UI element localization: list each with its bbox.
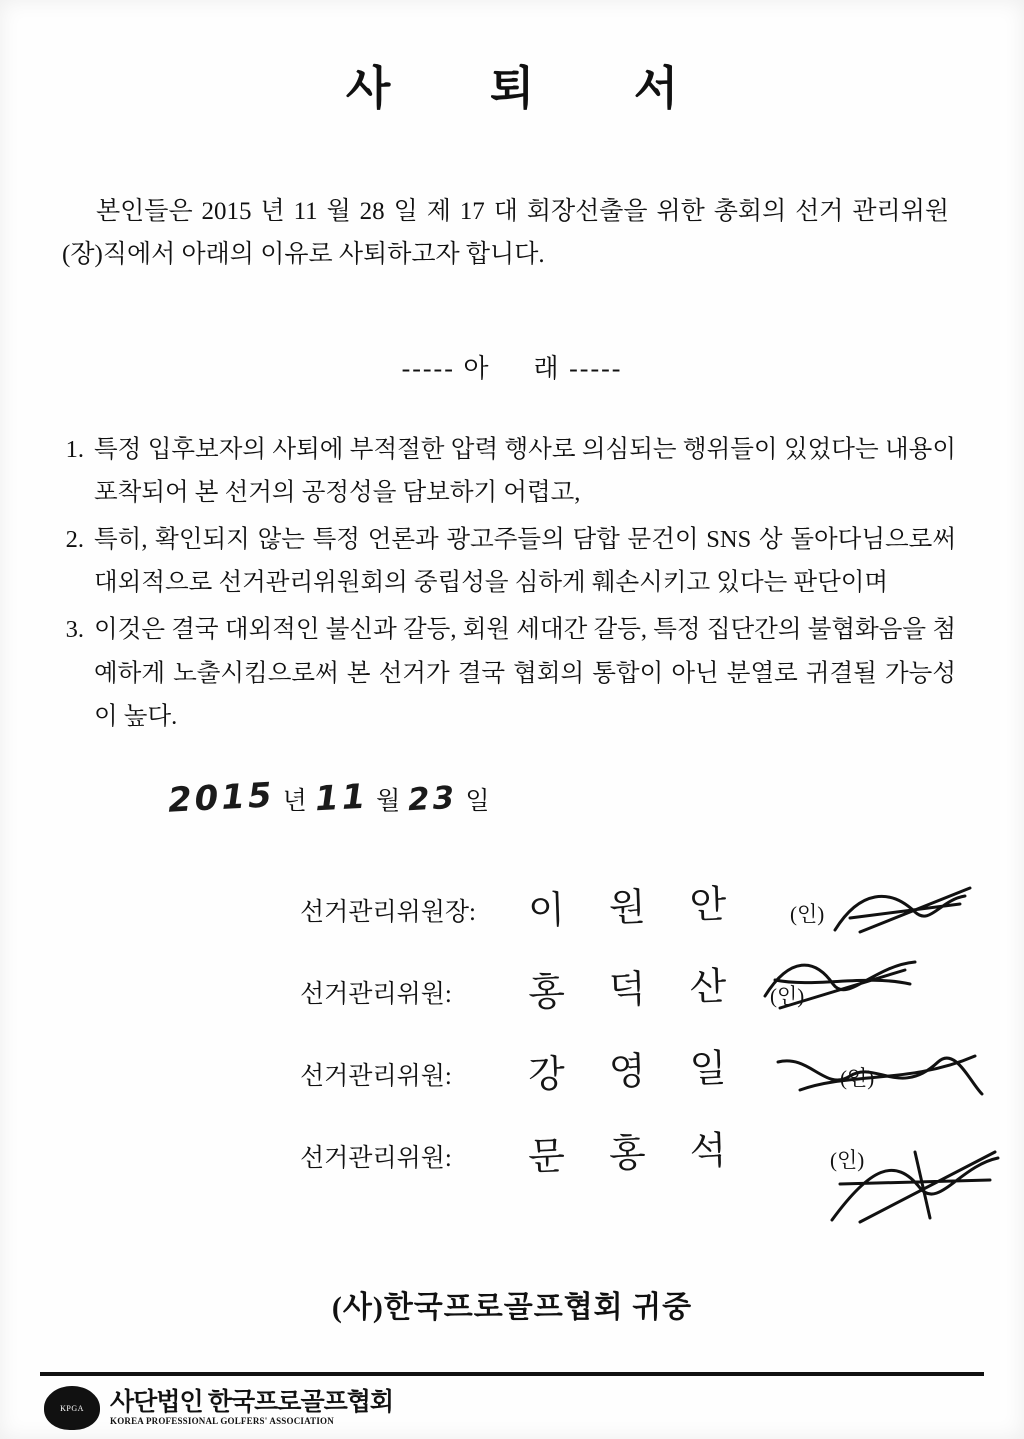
signature-name: 홍 덕 산 (527, 963, 744, 1015)
signature-row (300, 962, 984, 1044)
marker-label-1: 아 (463, 354, 491, 383)
marker-dash-right: ----- (569, 354, 623, 383)
date-day-label: 일 (465, 788, 490, 815)
intro-text: 본인들은 2015 년 11 월 28 일 제 17 대 회장선출을 위한 총회의 선거 관리위원(장)직에서 아래의 이유로 사퇴하고자 합니다. (62, 198, 949, 268)
signature-row (300, 880, 984, 962)
handwritten-signature (820, 870, 990, 948)
date-line (167, 775, 490, 821)
reason-list (50, 428, 956, 742)
seal-label: (인) (770, 984, 805, 1008)
date-month-label: 월 (376, 788, 401, 815)
date-day-value: 23 (407, 779, 459, 819)
list-item-text: 이것은 결국 대외적인 불신과 갈등, 회원 세대간 갈등, 특정 집단간의 불협화음을 첨예하게 노출시킴으로써 본 선거가 결국 협회의 통합이 아닌 분열로 귀결될 가능성이 높다. (94, 616, 956, 730)
seal-label: (인) (840, 1066, 875, 1090)
date-year-label: 년 (282, 788, 307, 815)
signature-role-label: 선거관리위원: (300, 981, 452, 1008)
footer-logo (44, 1386, 393, 1430)
page-title: 사 퇴 서 (345, 63, 723, 114)
handwritten-signature (770, 1032, 990, 1110)
seal-label: (인) (790, 902, 825, 926)
list-item-number: 3. (65, 616, 84, 644)
signature-role-label: 선거관리위원: (300, 1145, 452, 1172)
list-item (50, 518, 956, 604)
signature-row (300, 1044, 984, 1126)
below-marker (0, 348, 1024, 385)
marker-dash-left: ----- (401, 354, 455, 383)
list-item-text: 특정 입후보자의 사퇴에 부적절한 압력 행사로 의심되는 행위들이 있었다는 내용이 포착되어 본 선거의 공정성을 담보하기 어렵고, (94, 436, 956, 507)
seal-label: (인) (830, 1148, 865, 1172)
list-item-text: 특히, 확인되지 않는 특정 언론과 광고주들의 담합 문건이 SNS 상 돌아다님으로써 대외적으로 선거관리위원회의 중립성을 심하게 훼손시키고 있다는 판단이며 (94, 526, 956, 597)
footer-logo-english: KOREA PROFESSIONAL GOLFERS' ASSOCIATION (110, 1415, 334, 1426)
signature-name: 강 영 일 (527, 1045, 744, 1097)
date-year-value: 2015 (167, 775, 276, 821)
signature-name: 이 원 안 (527, 881, 744, 933)
footer-logo-korean: 사단법인 한국프로골프협회 (110, 1388, 394, 1416)
signature-role-label: 선거관리위원: (300, 1063, 452, 1090)
list-item-number: 1. (65, 436, 84, 463)
list-item (50, 428, 956, 514)
date-month-value: 11 (313, 776, 370, 820)
footer-divider (40, 1372, 984, 1376)
footer-logo-texts (110, 1390, 393, 1427)
list-item-number: 2. (65, 526, 84, 554)
signature-block (300, 880, 984, 1208)
marker-label-2: 래 (533, 354, 561, 383)
intro-paragraph (62, 190, 949, 276)
signature-role-label: 선거관리위원장: (300, 899, 476, 926)
recipient-line: (사)한국프로골프협회 귀중 (331, 1291, 693, 1324)
signature-row (300, 1126, 984, 1208)
signature-name: 문 홍 석 (527, 1127, 744, 1179)
list-item (50, 608, 956, 737)
kpga-emblem-icon: KPGA (44, 1386, 100, 1430)
